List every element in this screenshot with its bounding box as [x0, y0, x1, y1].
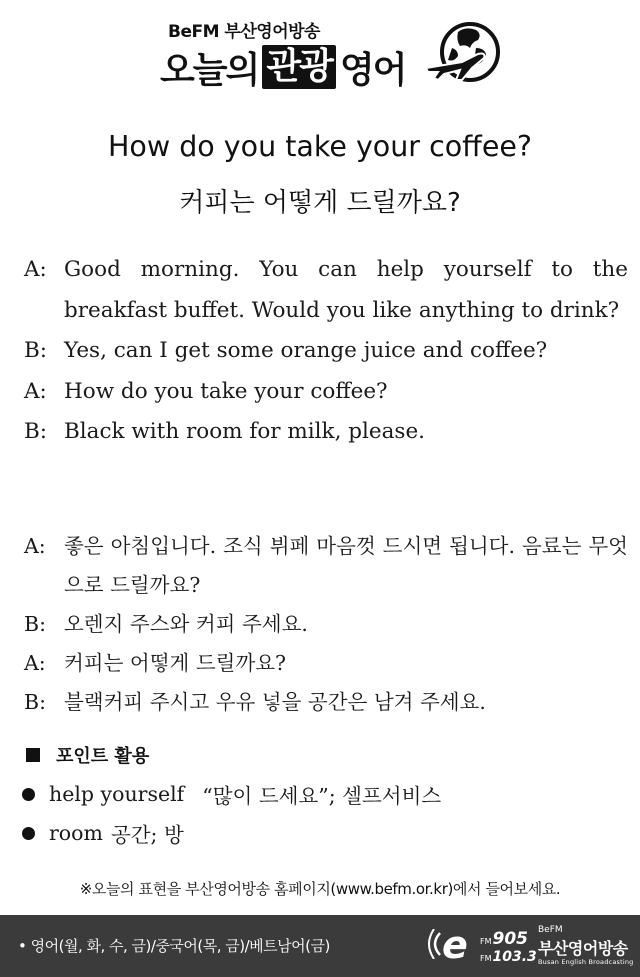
- dialogue-line: [24, 331, 628, 372]
- speaker-label: A:: [24, 257, 47, 282]
- logo-english-name: Busan English Broadcasting: [538, 958, 634, 966]
- speaker-label: A:: [24, 534, 46, 558]
- show-title-post: 영어: [339, 49, 406, 91]
- dialogue-text: Yes, can I get some orange juice and coffee?: [64, 338, 548, 363]
- dialogue-text: Black with room for milk, please.: [64, 419, 426, 444]
- square-bullet-icon: [26, 748, 40, 762]
- header: [0, 0, 640, 100]
- point-term: help yourself: [49, 782, 185, 806]
- logo-befm: BeFM: [538, 925, 563, 935]
- brand-line: BeFM 부산영어방송: [168, 22, 320, 42]
- speaker-label: B:: [24, 690, 46, 714]
- point-term: room: [49, 821, 103, 845]
- speaker-label: A:: [24, 378, 47, 404]
- logo-station-name: 부산영어방송: [538, 939, 628, 958]
- dialogue-line: [24, 372, 628, 413]
- dialogue-line: [24, 412, 628, 453]
- dialogue-korean: [24, 527, 628, 722]
- footnote: ※오늘의 표현을 부산영어방송 홈페이지(www.befm.or.kr)에서 들어보세요.: [79, 880, 561, 898]
- dialogue-text: How do you take your coffee?: [64, 378, 388, 404]
- title-korean: 커피는 어떻게 드릴까요?: [179, 188, 461, 218]
- dialogue-line: [24, 683, 628, 722]
- globe-airplane-icon: [422, 18, 502, 92]
- round-bullet-icon: [22, 788, 35, 801]
- footer-bar: [0, 915, 640, 977]
- speaker-label: B:: [24, 612, 46, 636]
- logo-frequency-2: FM103.3: [480, 949, 537, 965]
- dialogue-text: 좋은 아침입니다. 조식 뷔페 마음껏 드시면 됩니다. 음료는 무엇으로 드릴까요?: [64, 534, 628, 597]
- dialogue-english: [24, 250, 628, 453]
- point-item: [22, 779, 441, 809]
- logo-e-mark: e: [442, 923, 468, 967]
- radio-wave-icon: [428, 929, 442, 959]
- dialogue-text: 오렌지 주스와 커피 주세요.: [64, 612, 308, 636]
- show-title-pre: 오늘의: [160, 49, 259, 91]
- point-item: [22, 818, 184, 848]
- title-english: How do you take your coffee?: [107, 130, 533, 163]
- logo-frequency-1: FM905: [480, 929, 529, 949]
- dialogue-text: 블랙커피 주시고 우유 넣을 공간은 남겨 주세요.: [64, 690, 486, 714]
- point-meaning: “많이 드세요”; 셀프서비스: [202, 784, 442, 808]
- dialogue-line: [24, 644, 628, 683]
- dialogue-text: 커피는 어떻게 드릴까요?: [64, 651, 287, 675]
- dialogue-text: Good morning. You can help yourself to the breakfast buffet. Would you like anything to drink?: [64, 257, 628, 323]
- speaker-label: A:: [24, 651, 46, 675]
- point-heading: [26, 742, 149, 768]
- broadcast-schedule: • 영어(월, 화, 수, 금)/중국어(목, 금)/베트남어(금): [18, 937, 330, 955]
- dialogue-line: [24, 250, 628, 331]
- point-meaning: 공간; 방: [110, 823, 184, 847]
- befm-logo: [428, 921, 634, 973]
- speaker-label: B:: [24, 338, 48, 363]
- dialogue-line: [24, 527, 628, 605]
- show-title: [160, 42, 405, 92]
- show-title-highlight: 관광: [262, 45, 336, 89]
- point-heading-label: 포인트 활용: [56, 746, 150, 767]
- dialogue-line: [24, 605, 628, 644]
- round-bullet-icon: [22, 827, 35, 840]
- speaker-label: B:: [24, 419, 48, 444]
